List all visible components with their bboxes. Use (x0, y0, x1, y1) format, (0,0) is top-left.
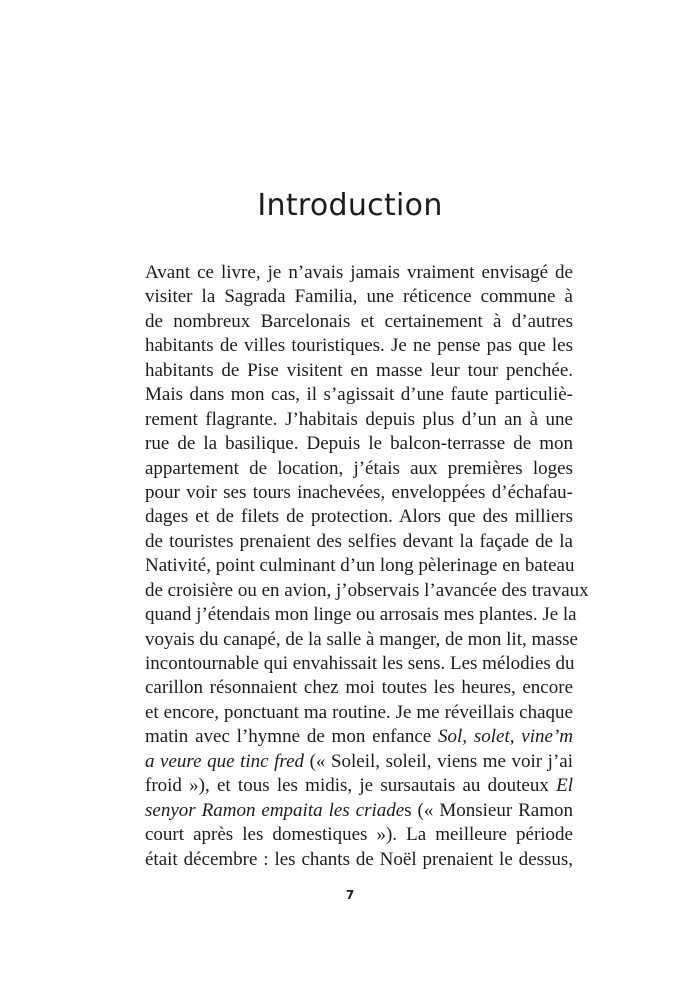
text-line: rement flagrante. J’habitais depuis plus d’un an à une (145, 408, 573, 430)
text-line: était décembre : les chants de Noël prenaient le dessus, (145, 848, 573, 870)
text-line: rue de la basilique. Depuis le balcon-terrasse de mon (145, 433, 573, 455)
text-line: voyais du canapé, de la salle à manger, de mon lit, masse (145, 628, 578, 650)
italic-song-title: senyor Ramon empaita les criade (145, 799, 405, 821)
text-line: court après les domestiques »). La meilleure période (145, 824, 573, 846)
text-segment: matin avec l’hymne de mon enfance (145, 726, 432, 748)
text-line-mixed (145, 725, 573, 749)
text-line: Nativité, point culminant d’un long pèlerinage en bateau (145, 555, 575, 577)
text-line: de touristes prenaient des selfies devant la façade de la (145, 530, 573, 552)
text-line: habitants de villes touristiques. Je ne pense pas que les (145, 335, 573, 357)
text-line: de croisière ou en avion, j’observais l’avancée des travaux (145, 579, 589, 601)
italic-song-title: Sol, solet, vine’m (438, 726, 573, 748)
text-line: visiter la Sagrada Familia, une réticence commune à (145, 286, 573, 308)
italic-song-title: El (556, 775, 573, 797)
text-segment: froid »), et tous les midis, je sursautais au douteux (145, 775, 549, 797)
body-text (145, 261, 589, 872)
text-line: incontournable qui envahissait les sens. Les mélodies du (145, 653, 575, 674)
text-line: carillon résonnaient chez moi toutes les heures, encore (145, 677, 573, 699)
text-line: Mais dans mon cas, il s’agissait d’une faute particuliè- (145, 384, 573, 406)
text-line: Avant ce livre, je n’avais jamais vraiment envisagé de (145, 262, 573, 283)
text-line: appartement de location, j’étais aux premières loges (145, 457, 573, 479)
text-line-mixed (145, 774, 573, 798)
text-line-mixed (145, 799, 573, 823)
chapter-title: Introduction (257, 188, 443, 223)
text-segment: s (« Monsieur Ramon (404, 799, 574, 821)
page-number: 7 (345, 888, 355, 902)
text-line: de nombreux Barcelonais et certainement à d’autres (145, 310, 573, 332)
text-line-mixed (145, 750, 573, 774)
text-line: habitants de Pise visitent en masse leur tour penchée. (145, 359, 573, 381)
text-line: pour voir ses tours inachevées, enveloppées d’échafau- (145, 481, 573, 503)
text-segment: (« Soleil, soleil, viens me voir j’ai (304, 750, 573, 772)
text-line: quand j’étendais mon linge ou arrosais mes plantes. Je la (145, 604, 577, 626)
text-line: dages et de filets de protection. Alors que des milliers (145, 506, 573, 528)
text-line: et encore, ponctuant ma routine. Je me réveillais chaque (145, 701, 573, 723)
italic-song-title: a veure que tinc fred (145, 750, 305, 772)
